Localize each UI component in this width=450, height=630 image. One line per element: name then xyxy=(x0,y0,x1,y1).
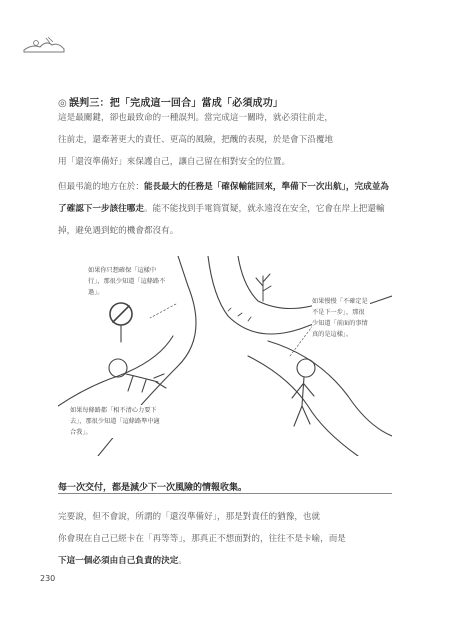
callout-top-left: 如果你只想確保「這樣中行」，那很少知道「這條路不過」。 xyxy=(88,267,166,296)
paragraph-2-tail: 。能不能找到手電筒質疑，就永遠沒在安全，它會在岸上把還輸掉，避免遇到蛇的機會都沒有。 xyxy=(58,204,385,236)
paragraph-3 xyxy=(58,506,392,572)
paragraph-2-lead: 但最弔詭的地方在於： xyxy=(58,182,144,192)
paragraph-1 xyxy=(58,107,392,173)
paragraph-3-line: 完要說，但不會說，所謂的「還沒準備好」，那是對責任的猶豫，也就 xyxy=(58,512,321,522)
paragraph-2-emphasis-continued: ，完成並為了確認下一步該往哪走 xyxy=(58,182,389,214)
paragraph-3-line: 你會現在自己已經卡在「再等等」，那真正不想面對的，往往不是卡喻，而是 xyxy=(58,534,346,544)
paragraph-3-line xyxy=(58,550,392,572)
header-logo xyxy=(22,34,66,54)
callout-right: 如果慢慢「不確定是不是下一步」，那很少知道「前面的事情真的是這樣」。 xyxy=(312,296,370,340)
paragraph-1-line: 這是最關鍵，卻也最致命的一種誤判。當完成這一關時，就必須往前走， xyxy=(58,113,334,123)
heading-text: 誤判三：把「完成這一回合」當成「必須成功」 xyxy=(68,98,284,109)
page-number: 230 xyxy=(40,574,56,583)
paragraph-3-tail: 。 xyxy=(178,556,187,566)
paragraph-1-line: 往前走，還牽著更大的責任、更高的風險，把醜的表現，於是會下沿覆地 xyxy=(58,135,334,145)
paragraph-1-line: 用「還沒準備好」來保護自己，讓自己留在相對安全的位置。 xyxy=(58,157,291,167)
key-sentence: 每一次交付，都是減少下一次風險的情報收集。 xyxy=(58,480,392,494)
paragraph-2 xyxy=(58,176,392,242)
callout-bottom-left: 如果每條路都「相不清心力要下去」，那很少知道「這條路準中適合我」。 xyxy=(70,405,162,438)
paragraph-2-emphasis: 能長最大的任務是「確保輸能回來，準備下一次出航」 xyxy=(143,182,346,192)
paragraph-3-emphasis: 下這一個必須由自己負責的決定 xyxy=(58,556,179,566)
heading-marker: ◎ xyxy=(58,98,67,109)
